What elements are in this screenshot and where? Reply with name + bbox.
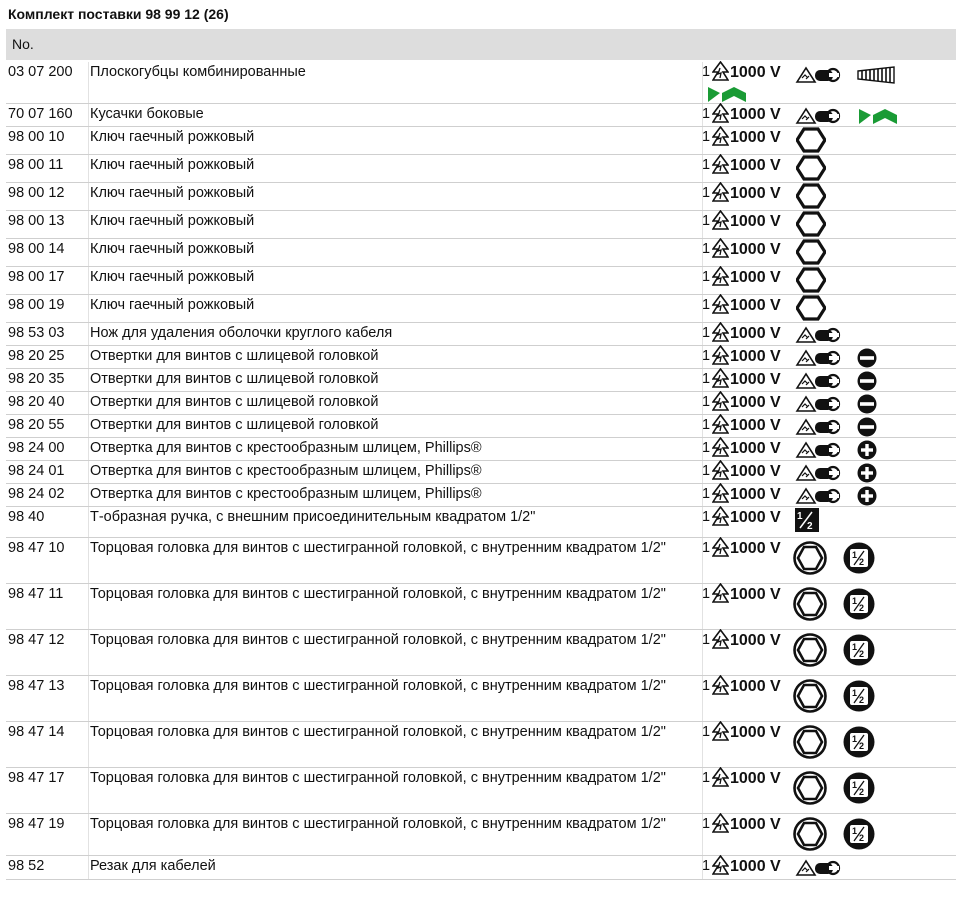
voltage-text: 1000 V: [730, 348, 781, 365]
article-number: 98 53 03: [8, 325, 65, 341]
column-divider: [88, 507, 89, 537]
item-description: Торцовая головка для винтов с шестигранной головкой, с внутренним квадратом 1/2": [90, 816, 666, 832]
article-number: 98 00 12: [8, 185, 65, 201]
table-row: [6, 814, 956, 856]
table-header: [6, 29, 956, 60]
item-quantity: 1: [702, 129, 711, 145]
column-divider: [88, 295, 89, 322]
voltage-text: 1000 V: [730, 417, 781, 434]
square-half-inch-icon: [842, 633, 876, 672]
item-quantity: 1: [702, 157, 711, 173]
voltage-rating: [712, 392, 781, 414]
item-quantity: 1: [702, 106, 711, 122]
column-divider: [88, 722, 89, 767]
voltage-text: 1000 V: [730, 463, 781, 480]
article-number: 98 52: [8, 858, 45, 874]
voltage-rating: [712, 62, 781, 84]
item-quantity: 1: [702, 241, 711, 257]
svg-text:2: 2: [859, 603, 865, 613]
voltage-rating: [712, 676, 781, 698]
item-quantity: 1: [702, 348, 711, 364]
article-number: 98 00 19: [8, 297, 65, 313]
voltage-text: 1000 V: [730, 185, 781, 202]
high-voltage-icon: [712, 675, 730, 700]
voltage-rating: [712, 538, 781, 560]
column-divider: [88, 538, 89, 583]
column-divider: [88, 584, 89, 629]
voltage-text: 1000 V: [730, 586, 781, 603]
article-number: 98 20 35: [8, 371, 65, 387]
item-quantity: 1: [702, 463, 711, 479]
table-row: [6, 267, 956, 295]
article-number: 70 07 160: [8, 106, 73, 122]
insulation-icon: [795, 857, 841, 884]
table-row: [6, 484, 956, 507]
item-quantity: 1: [702, 371, 711, 387]
table-row: [6, 295, 956, 323]
voltage-rating: [712, 507, 781, 529]
column-divider: [88, 323, 89, 345]
table-row: [6, 676, 956, 722]
voltage-rating: [712, 856, 781, 878]
high-voltage-icon: [712, 345, 730, 370]
high-voltage-icon: [712, 294, 730, 319]
high-voltage-icon: [712, 483, 730, 508]
table-row: [6, 104, 956, 127]
item-quantity: 1: [702, 269, 711, 285]
voltage-text: 1000 V: [730, 297, 781, 314]
table-row: [6, 507, 956, 538]
voltage-text: 1000 V: [730, 678, 781, 695]
svg-text:1: 1: [852, 596, 858, 606]
square-half-inch-icon: [842, 679, 876, 718]
voltage-rating: [712, 438, 781, 460]
column-divider: [88, 484, 89, 506]
column-divider: [88, 62, 89, 103]
item-quantity: 1: [702, 540, 711, 556]
high-voltage-icon: [712, 154, 730, 179]
hex-icon: [796, 295, 826, 326]
svg-text:2: 2: [807, 521, 813, 532]
voltage-text: 1000 V: [730, 770, 781, 787]
svg-text:1: 1: [852, 780, 858, 790]
item-quantity: 1: [702, 325, 711, 341]
voltage-text: 1000 V: [730, 64, 781, 81]
high-voltage-icon: [712, 414, 730, 439]
table-row: [6, 62, 956, 104]
high-voltage-icon: [712, 103, 730, 128]
voltage-text: 1000 V: [730, 394, 781, 411]
voltage-rating: [712, 630, 781, 652]
item-description: Торцовая головка для винтов с шестигранной головкой, с внутренним квадратом 1/2": [90, 724, 666, 740]
article-number: 98 47 14: [8, 724, 65, 740]
article-number: 98 40: [8, 509, 45, 525]
table-row: [6, 239, 956, 267]
insulation-icon: [795, 64, 841, 91]
voltage-rating: [712, 484, 781, 506]
voltage-text: 1000 V: [730, 241, 781, 258]
column-divider: [88, 369, 89, 391]
high-voltage-icon: [712, 506, 730, 531]
high-voltage-icon: [712, 537, 730, 562]
square-half-inch-icon: [842, 541, 876, 580]
item-description: Торцовая головка для винтов с шестигранной головкой, с внутренним квадратом 1/2": [90, 770, 666, 786]
item-quantity: 1: [702, 586, 711, 602]
article-number: 98 20 55: [8, 417, 65, 433]
article-number: 98 47 10: [8, 540, 65, 556]
item-quantity: 1: [702, 213, 711, 229]
high-voltage-icon: [712, 266, 730, 291]
item-description: Т-образная ручка, с внешним присоединительным квадратом 1/2": [90, 509, 536, 525]
article-number: 98 24 01: [8, 463, 65, 479]
column-divider: [88, 630, 89, 675]
column-divider: [88, 267, 89, 294]
svg-text:1: 1: [852, 642, 858, 652]
item-description: Отвертки для винтов с шлицевой головкой: [90, 348, 379, 364]
high-voltage-icon: [712, 437, 730, 462]
column-divider: [88, 461, 89, 483]
table-row: [6, 461, 956, 484]
voltage-rating: [712, 415, 781, 437]
high-voltage-icon: [712, 391, 730, 416]
table-row: [6, 415, 956, 438]
high-voltage-icon: [712, 238, 730, 263]
socket-hex-icon: [793, 679, 827, 718]
svg-text:2: 2: [859, 649, 865, 659]
item-description: Отвертки для винтов с шлицевой головкой: [90, 371, 379, 387]
high-voltage-icon: [712, 855, 730, 880]
voltage-rating: [712, 768, 781, 790]
table-row: [6, 856, 956, 880]
voltage-text: 1000 V: [730, 440, 781, 457]
voltage-rating: [712, 127, 781, 149]
item-description: Ключ гаечный рожковый: [90, 157, 255, 173]
voltage-rating: [712, 323, 781, 345]
voltage-rating: [712, 155, 781, 177]
voltage-text: 1000 V: [730, 858, 781, 875]
item-quantity: 1: [702, 185, 711, 201]
column-divider: [88, 127, 89, 154]
table-row: [6, 155, 956, 183]
voltage-text: 1000 V: [730, 129, 781, 146]
voltage-rating: [712, 369, 781, 391]
table-row: [6, 127, 956, 155]
voltage-rating: [712, 104, 781, 126]
high-voltage-icon: [712, 721, 730, 746]
voltage-text: 1000 V: [730, 157, 781, 174]
hex-icon: [796, 127, 826, 158]
item-description: Торцовая головка для винтов с шестигранной головкой, с внутренним квадратом 1/2": [90, 632, 666, 648]
voltage-text: 1000 V: [730, 540, 781, 557]
hex-icon: [796, 267, 826, 298]
column-divider: [88, 415, 89, 437]
item-description: Отвертка для винтов с крестообразным шлицем, Phillips®: [90, 463, 482, 479]
item-description: Резак для кабелей: [90, 858, 216, 874]
hex-icon: [796, 211, 826, 242]
column-divider: [88, 676, 89, 721]
table-row: [6, 369, 956, 392]
voltage-text: 1000 V: [730, 724, 781, 741]
item-description: Отвертки для винтов с шлицевой головкой: [90, 394, 379, 410]
item-quantity: 1: [702, 394, 711, 410]
article-number: 98 00 14: [8, 241, 65, 257]
socket-hex-icon: [793, 817, 827, 856]
table-row: [6, 323, 956, 346]
voltage-rating: [712, 211, 781, 233]
voltage-text: 1000 V: [730, 325, 781, 342]
voltage-text: 1000 V: [730, 106, 781, 123]
column-divider: [88, 104, 89, 126]
article-number: 98 47 12: [8, 632, 65, 648]
item-quantity: 1: [702, 417, 711, 433]
item-quantity: 1: [702, 816, 711, 832]
square-half-inch-icon: [842, 771, 876, 810]
item-description: Торцовая головка для винтов с шестигранной головкой, с внутренним квадратом 1/2": [90, 540, 666, 556]
socket-hex-icon: [793, 541, 827, 580]
hex-icon: [796, 155, 826, 186]
article-number: 98 00 17: [8, 269, 65, 285]
item-description: Ключ гаечный рожковый: [90, 213, 255, 229]
item-description: Ключ гаечный рожковый: [90, 297, 255, 313]
high-voltage-icon: [712, 767, 730, 792]
square-half-inch-icon: [842, 725, 876, 764]
page-title: Комплект поставки 98 99 12 (26): [8, 6, 229, 22]
svg-text:2: 2: [859, 833, 865, 843]
high-voltage-icon: [712, 182, 730, 207]
item-quantity: 1: [702, 632, 711, 648]
voltage-rating: [712, 346, 781, 368]
article-number: 98 47 13: [8, 678, 65, 694]
column-divider: [88, 211, 89, 238]
voltage-rating: [712, 584, 781, 606]
item-quantity: 1: [702, 509, 711, 525]
item-quantity: 1: [702, 64, 711, 80]
table-row: [6, 722, 956, 768]
column-divider: [88, 183, 89, 210]
socket-hex-icon: [793, 771, 827, 810]
table-row: [6, 630, 956, 676]
high-voltage-icon: [712, 368, 730, 393]
voltage-text: 1000 V: [730, 509, 781, 526]
item-description: Плоскогубцы комбинированные: [90, 64, 306, 80]
article-number: 98 24 02: [8, 486, 65, 502]
article-number: 98 47 19: [8, 816, 65, 832]
svg-text:2: 2: [859, 557, 865, 567]
item-quantity: 1: [702, 770, 711, 786]
column-divider: [88, 346, 89, 368]
article-number: 98 47 11: [8, 586, 64, 602]
svg-text:1: 1: [852, 550, 858, 560]
table-row: [6, 538, 956, 584]
voltage-rating: [712, 183, 781, 205]
column-divider: [88, 392, 89, 414]
article-number: 98 00 13: [8, 213, 65, 229]
svg-text:2: 2: [859, 741, 865, 751]
column-divider: [88, 856, 89, 879]
voltage-text: 1000 V: [730, 632, 781, 649]
column-divider: [88, 768, 89, 813]
article-number: 98 20 40: [8, 394, 65, 410]
item-description: Нож для удаления оболочки круглого кабеля: [90, 325, 393, 341]
svg-text:2: 2: [859, 695, 865, 705]
item-description: Отвертки для винтов с шлицевой головкой: [90, 417, 379, 433]
high-voltage-icon: [712, 322, 730, 347]
hex-icon: [796, 183, 826, 214]
column-divider: [88, 438, 89, 460]
voltage-rating: [712, 722, 781, 744]
hex-icon: [796, 239, 826, 270]
socket-hex-icon: [793, 633, 827, 672]
high-voltage-icon: [712, 210, 730, 235]
article-number: 98 47 17: [8, 770, 65, 786]
column-divider: [88, 814, 89, 855]
article-number: 98 24 00: [8, 440, 65, 456]
voltage-rating: [712, 239, 781, 261]
voltage-text: 1000 V: [730, 269, 781, 286]
high-voltage-icon: [712, 126, 730, 151]
voltage-text: 1000 V: [730, 371, 781, 388]
voltage-text: 1000 V: [730, 816, 781, 833]
article-number: 98 00 10: [8, 129, 65, 145]
square-half-inch-icon: [842, 817, 876, 856]
voltage-rating: [712, 814, 781, 836]
item-description: Торцовая головка для винтов с шестигранной головкой, с внутренним квадратом 1/2": [90, 586, 666, 602]
voltage-rating: [712, 267, 781, 289]
col-no-header: No.: [12, 36, 34, 52]
table-row: [6, 346, 956, 369]
item-quantity: 1: [702, 678, 711, 694]
column-divider: [88, 239, 89, 266]
article-number: 03 07 200: [8, 64, 73, 80]
high-voltage-icon: [712, 61, 730, 86]
item-quantity: 1: [702, 486, 711, 502]
svg-text:2: 2: [859, 787, 865, 797]
item-quantity: 1: [702, 297, 711, 313]
column-divider: [88, 155, 89, 182]
article-number: 98 00 11: [8, 157, 64, 173]
item-description: Кусачки боковые: [90, 106, 204, 122]
svg-text:1: 1: [797, 511, 803, 522]
item-description: Торцовая головка для винтов с шестигранной головкой, с внутренним квадратом 1/2": [90, 678, 666, 694]
svg-text:1: 1: [852, 734, 858, 744]
square-half-inch-icon: [842, 587, 876, 626]
item-quantity: 1: [702, 858, 711, 874]
gripping-surface-icon: [857, 65, 895, 90]
voltage-text: 1000 V: [730, 486, 781, 503]
table-row: [6, 584, 956, 630]
high-voltage-icon: [712, 629, 730, 654]
high-voltage-icon: [712, 813, 730, 838]
high-voltage-icon: [712, 583, 730, 608]
item-description: Ключ гаечный рожковый: [90, 129, 255, 145]
voltage-rating: [712, 461, 781, 483]
table-row: [6, 438, 956, 461]
socket-hex-icon: [793, 725, 827, 764]
item-description: Ключ гаечный рожковый: [90, 269, 255, 285]
item-description: Ключ гаечный рожковый: [90, 241, 255, 257]
svg-text:1: 1: [852, 826, 858, 836]
socket-hex-icon: [793, 587, 827, 626]
table-row: [6, 768, 956, 814]
table-row: [6, 183, 956, 211]
item-quantity: 1: [702, 724, 711, 740]
item-description: Отвертка для винтов с крестообразным шлицем, Phillips®: [90, 440, 482, 456]
item-description: Отвертка для винтов с крестообразным шлицем, Phillips®: [90, 486, 482, 502]
table-row: [6, 211, 956, 239]
svg-text:1: 1: [852, 688, 858, 698]
high-voltage-icon: [712, 460, 730, 485]
voltage-rating: [712, 295, 781, 317]
item-description: Ключ гаечный рожковый: [90, 185, 255, 201]
article-number: 98 20 25: [8, 348, 65, 364]
drive-half-inch-icon: [795, 508, 819, 537]
item-quantity: 1: [702, 440, 711, 456]
voltage-text: 1000 V: [730, 213, 781, 230]
table-row: [6, 392, 956, 415]
